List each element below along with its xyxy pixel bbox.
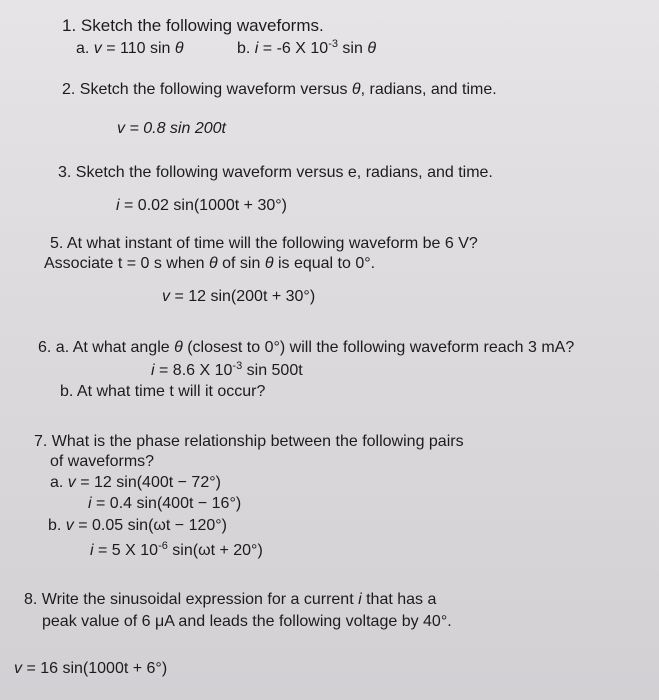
problem-5-line-1: 5. At what instant of time will the following waveform be 6 V? (50, 235, 478, 252)
problem-1-b: b. i = -6 X $10^{-3}$ sin θ (237, 38, 376, 57)
problem-5-line-2: Associate t = 0 s when θ of sin θ is equal to 0°. (44, 255, 376, 272)
problem-3-equation: i = 0.02 sin(1000t + 30°) (116, 197, 287, 214)
problem-7-a-v: a. v = 12 sin(400t − 72°) (50, 474, 221, 491)
problem-8-line-2: peak value of 6 μA and leads the following voltage by 40°. (42, 613, 452, 630)
problem-6-equation: i = 8.6 X $10^{-3}$ sin 500t (151, 360, 303, 379)
problem-6-b: b. At what time t will it occur? (60, 383, 266, 400)
problem-8-line-1: 8. Write the sinusoidal expression for a current i that has a (24, 591, 437, 608)
problem-8-equation: v = 16 sin(1000t + 6°) (14, 660, 168, 677)
problem-7-b-v: b. v = 0.05 sin(ωt − 120°) (48, 517, 227, 534)
problem-1-a: a. v = 110 sin θ (76, 40, 184, 57)
problem-3-title: 3. Sketch the following waveform versus e, radians, and time. (58, 164, 493, 181)
problem-5-equation: v = 12 sin(200t + 30°) (162, 288, 316, 305)
problem-7-line-1: 7. What is the phase relationship between the following pairs (34, 433, 464, 450)
problem-7-a-i: i = 0.4 sin(400t − 16°) (88, 495, 242, 512)
problem-2-title: 2. Sketch the following waveform versus θ, radians, and time. (62, 81, 497, 98)
problem-2-equation: v = 0.8 sin 200t (117, 120, 226, 137)
problem-6-a: 6. a. At what angle θ (closest to 0°) will the following waveform reach 3 mA? (38, 339, 575, 356)
problem-1-title: 1. Sketch the following waveforms. (62, 16, 324, 35)
problem-7-b-i: i = 5 X $10^{-6}$ sin(ωt + 20°) (90, 540, 263, 559)
problem-7-line-2: of waveforms? (50, 453, 155, 470)
